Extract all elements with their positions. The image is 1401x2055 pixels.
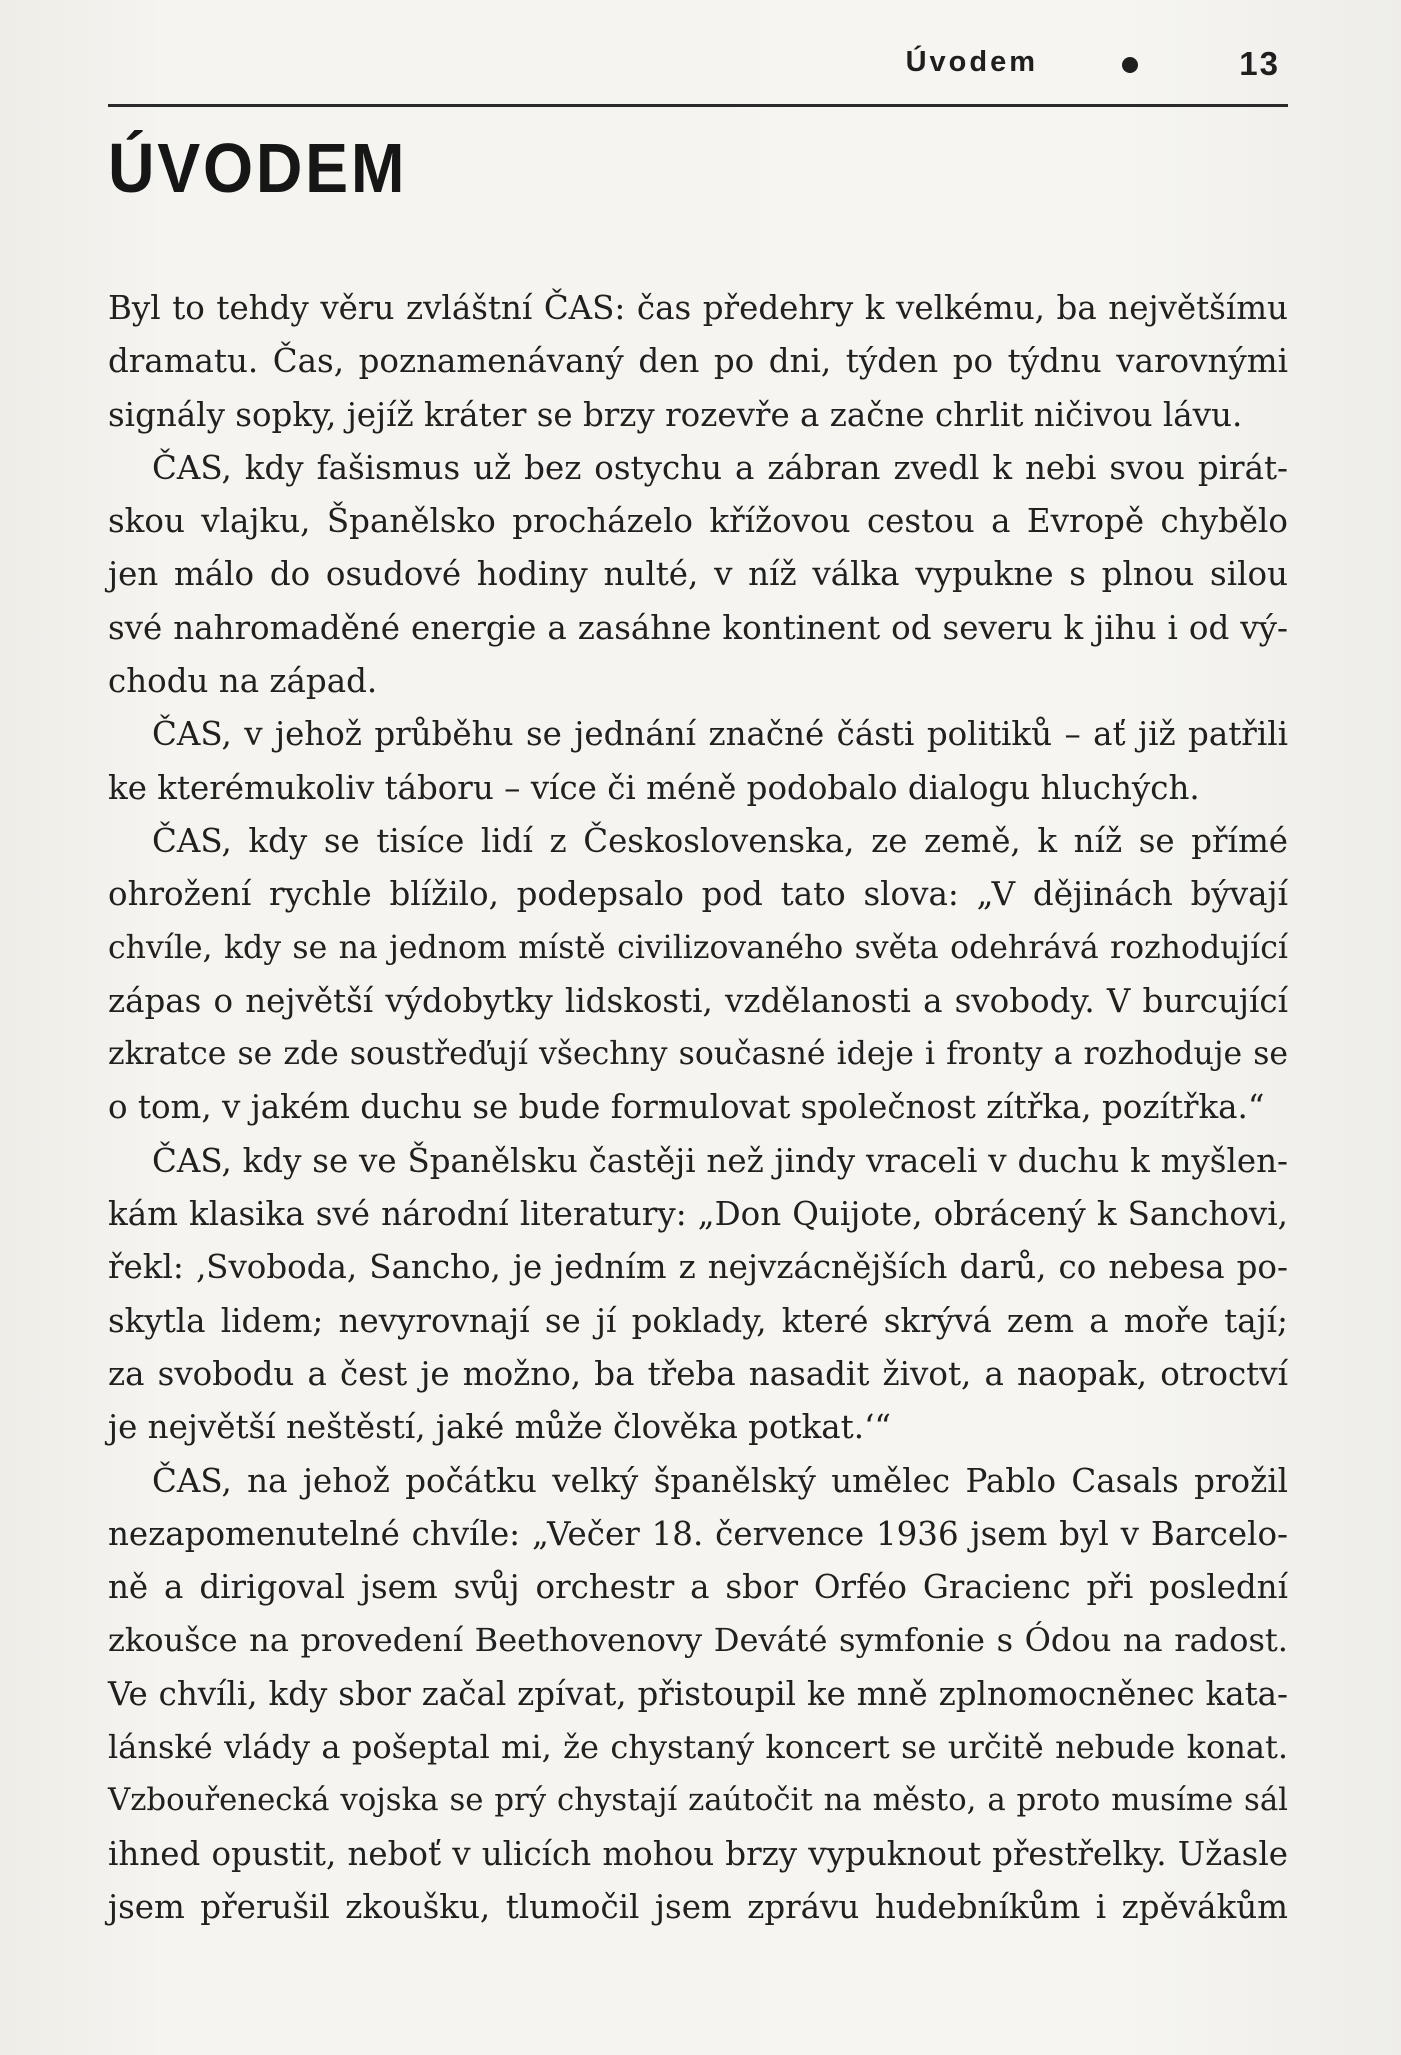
text-line: ČAS, v jehož průběhu se jednání značné části politiků – ať již patřili (152, 715, 1288, 754)
running-title: Úvodem (905, 46, 1038, 78)
text-line: Vzbouřenecká vojska se prý chystají zaútočit na město, a proto musíme sál (108, 1782, 1288, 1819)
text-line: dramatu. Čas, poznamenávaný den po dni, týden po týdnu varovnými (108, 342, 1288, 381)
text-line: je největší neštěstí, jaké může člověka potkat.‘“ (108, 1408, 892, 1447)
text-line: kám klasika své národní literatury: „Don Quijote, obrácený k Sanchovi, (108, 1195, 1288, 1234)
bullet-separator (1122, 57, 1138, 73)
text-line: zápas o největší výdobytky lidskosti, vzdělanosti a svobody. V burcující (108, 981, 1288, 1020)
text-line: jen málo do osudové hodiny nulté, v níž válka vypukne s plnou silou (108, 555, 1288, 594)
text-line: lánské vlády a pošeptal mi, že chystaný koncert se určitě nebude konat. (108, 1728, 1288, 1767)
header-rule (108, 104, 1288, 107)
text-line: řekl: ‚Svoboda, Sancho, je jedním z nejvzácnějších darů, co nebesa po- (108, 1248, 1288, 1287)
text-line: jsem přerušil zkoušku, tlumočil jsem zprávu hudebníkům i zpěvákům (108, 1887, 1288, 1926)
running-header (108, 40, 1288, 86)
body-text (108, 282, 1288, 1934)
text-line: o tom, v jakém duchu se bude formulovat společnost zítřka, pozítřka.“ (108, 1088, 1265, 1127)
text-line: chodu na západ. (108, 662, 378, 701)
text-line: skou vlajku, Španělsko procházelo křížovou cestou a Evropě chybělo (108, 502, 1288, 541)
text-line: zkratce se zde soustřeďují všechny současné ideje i fronty a rozhoduje se (108, 1036, 1288, 1073)
text-line: ihned opustit, neboť v ulicích mohou brzy vypuknout přestřelky. Užasle (108, 1834, 1288, 1873)
text-line: ČAS, kdy se tisíce lidí z Československa, ze země, k níž se přímé (152, 821, 1288, 860)
text-line: své nahromaděné energie a zasáhne kontinent od severu k jihu i od vý- (108, 608, 1288, 647)
text-line: Byl to tehdy věru zvláštní ČAS: čas předehry k velkému, ba největšímu (108, 289, 1288, 327)
text-line: ně a dirigoval jsem svůj orchestr a sbor Orféo Gracienc při poslední (108, 1568, 1288, 1607)
chapter-title: ÚVODEM (108, 129, 408, 207)
text-line: skytla lidem; nevyrovnají se jí poklady, které skrývá zem a moře tají; (108, 1301, 1288, 1340)
text-line: ke kterémukoliv táboru – více či méně podobalo dialogu hluchých. (108, 768, 1200, 807)
text-line: signály sopky, jejíž kráter se brzy rozevře a začne chrlit ničivou lávu. (108, 395, 1243, 434)
text-line: ČAS, na jehož počátku velký španělský umělec Pablo Casals prožil (152, 1461, 1288, 1500)
text-line: zkoušce na provedení Beethovenovy Deváté symfonie s Ódou na radost. (108, 1621, 1288, 1660)
text-line: ČAS, kdy fašismus už bez ostychu a zábran zvedl k nebi svou pirát- (152, 448, 1288, 487)
text-line: Ve chvíli, kdy sbor začal zpívat, přistoupil ke mně zplnomocněnec kata- (108, 1674, 1288, 1713)
text-line: ohrožení rychle blížilo, podepsalo pod tato slova: „V dějinách bývají (108, 875, 1288, 914)
page-number: 13 (1239, 45, 1280, 82)
text-line: ČAS, kdy se ve Španělsku častěji než jindy vraceli v duchu k myšlen- (152, 1141, 1288, 1180)
text-line: chvíle, kdy se na jednom místě civilizovaného světa odehrává rozhodující (108, 929, 1288, 966)
text-line: za svobodu a čest je možno, ba třeba nasadit život, a naopak, otroctví (108, 1354, 1288, 1393)
text-line: nezapomenutelné chvíle: „Večer 18. července 1936 jsem byl v Barcelo- (108, 1514, 1288, 1553)
